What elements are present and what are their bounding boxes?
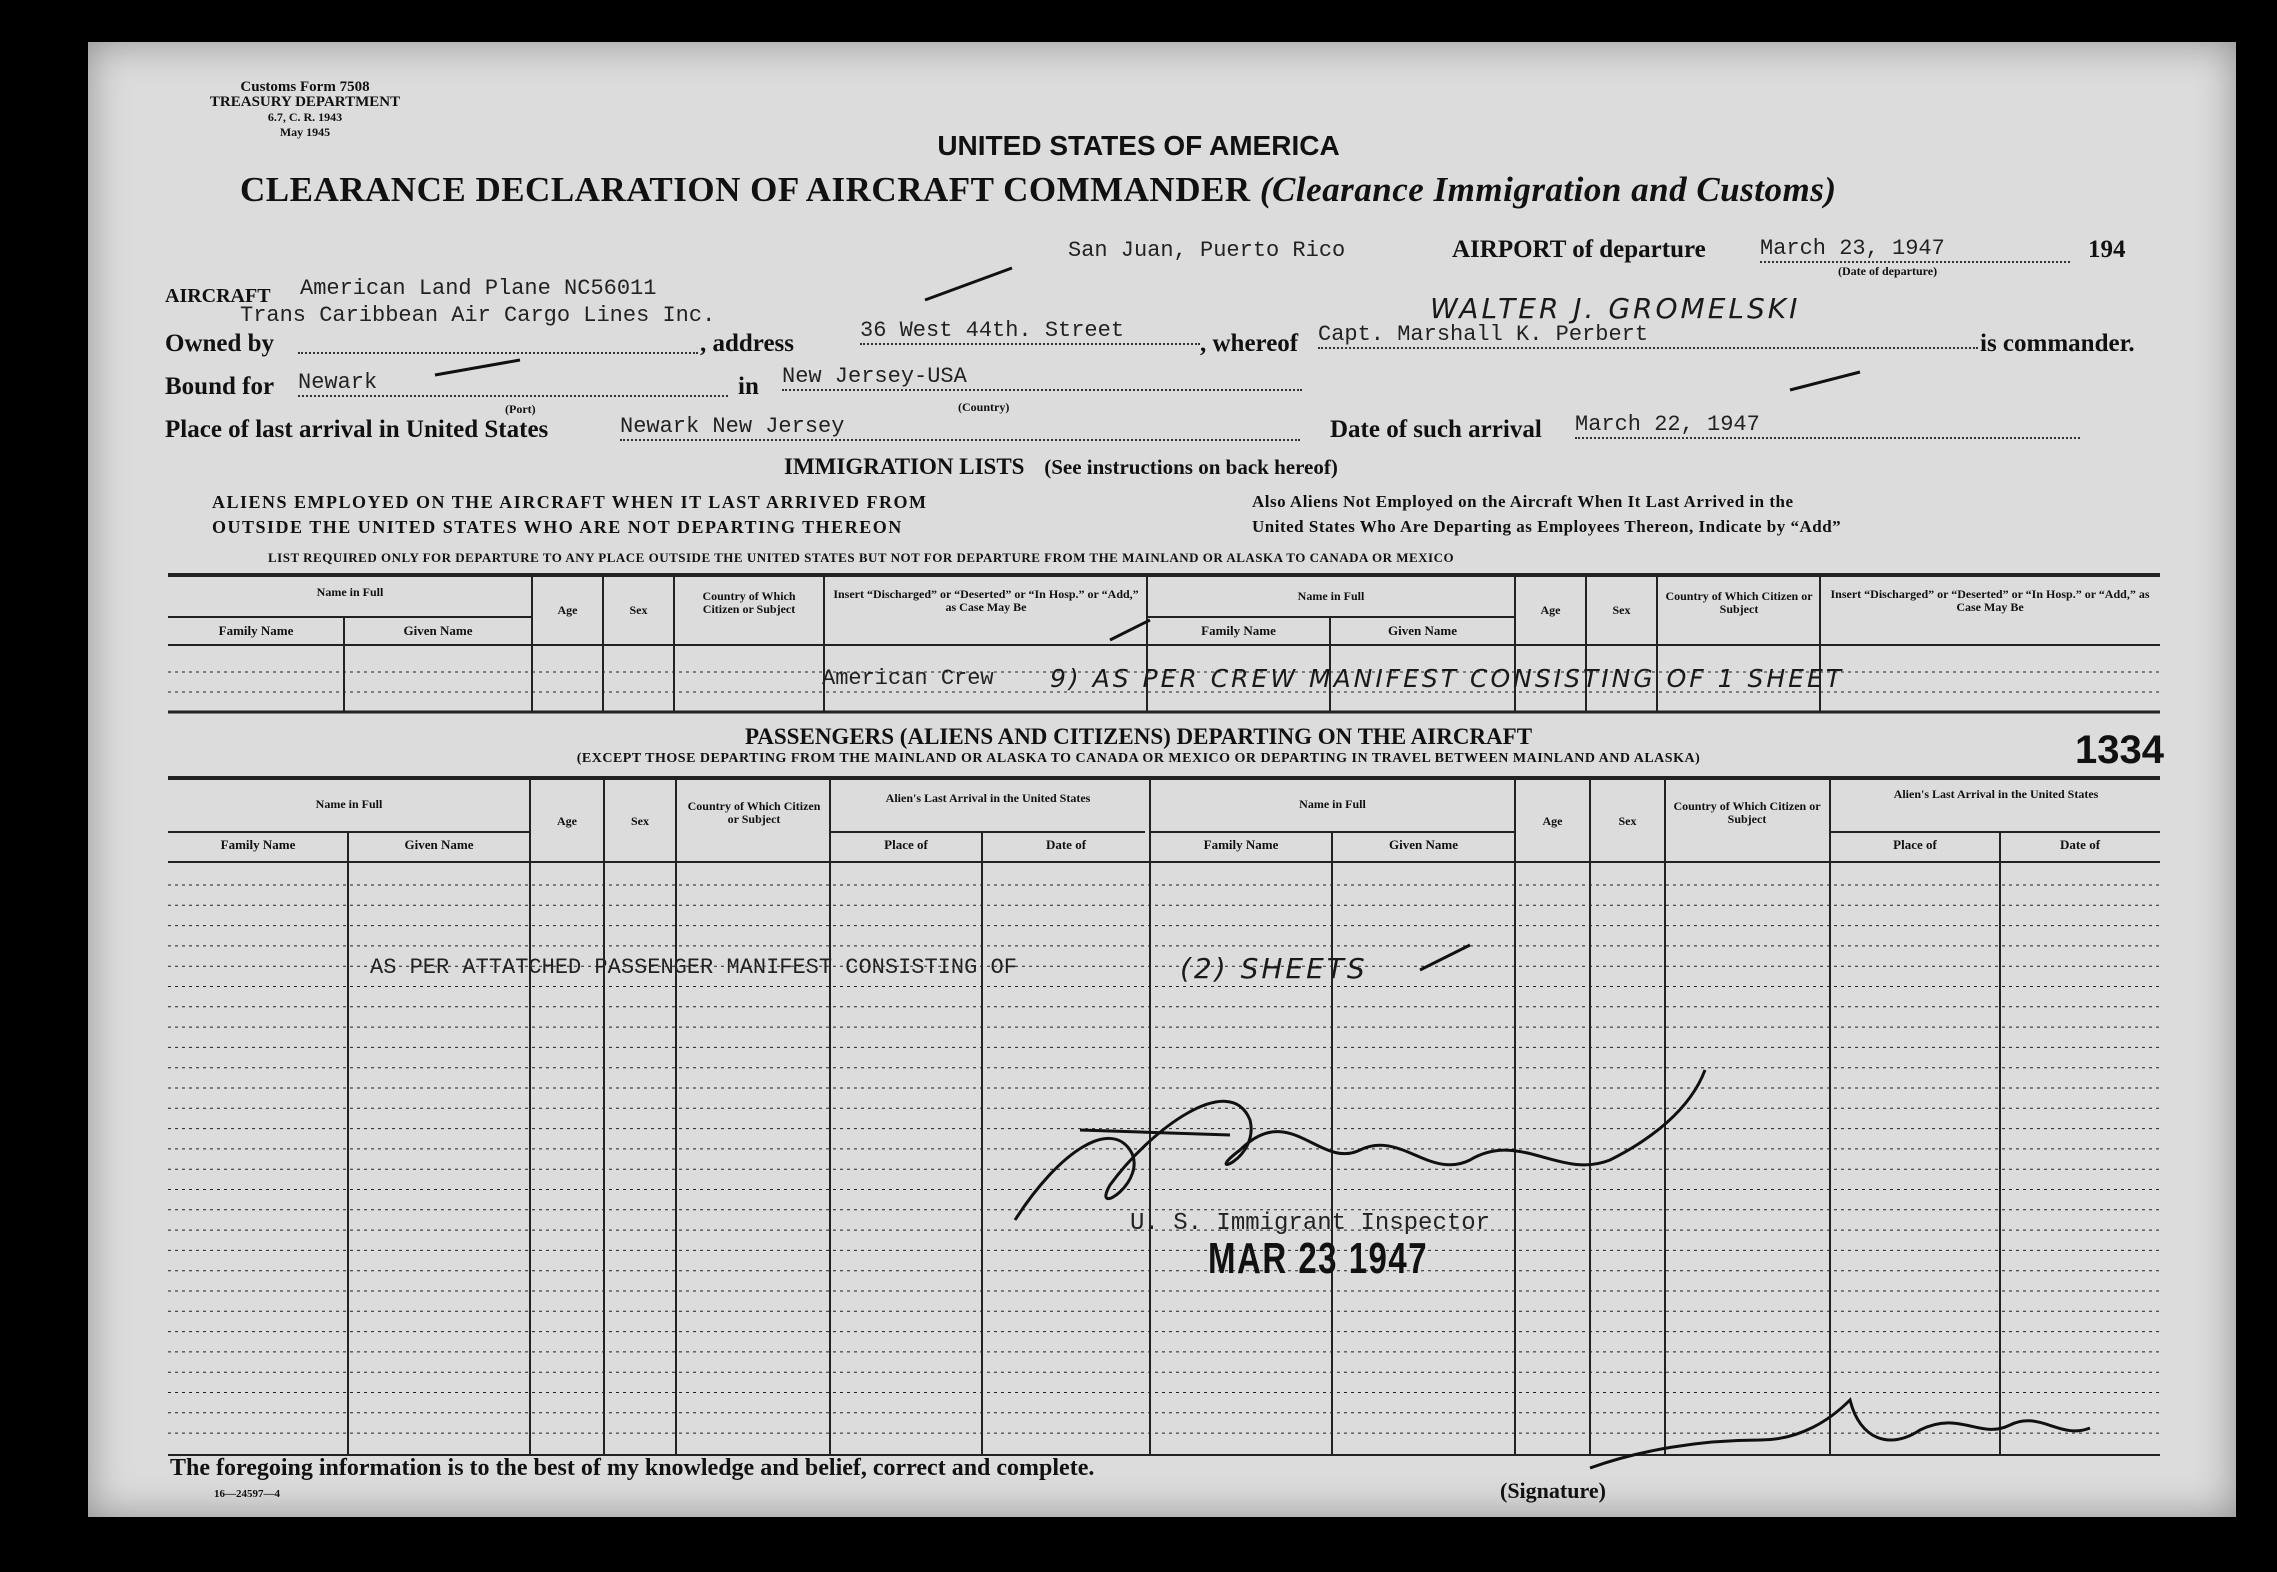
commander-handwritten: WALTER J. GROMELSKI xyxy=(1430,292,1801,325)
bound-for-label: Bound for xyxy=(165,373,275,400)
pax-right-place-of: Place of xyxy=(1893,837,1937,852)
form-date: May 1945 xyxy=(279,125,331,139)
country-caption: (Country) xyxy=(958,400,1010,414)
pax-left-last-arrival: Alien's Last Arrival in the United States xyxy=(885,791,1091,805)
is-commander-label: is commander. xyxy=(1980,330,2135,357)
pax-right-sex: Sex xyxy=(1618,814,1637,828)
imm-right-given-name: Given Name xyxy=(1388,623,1457,638)
airport-label: AIRPORT of departure xyxy=(1452,236,1706,263)
form-title-italic: (Clearance Immigration and Customs) xyxy=(1259,170,1837,209)
page-number: 1334 xyxy=(2075,728,2164,772)
print-code: 16—24597—4 xyxy=(214,1488,280,1500)
manifest-note: AS PER ATTATCHED PASSENGER MANIFEST CONSISTING OF xyxy=(370,955,1017,980)
pax-right-given-name: Given Name xyxy=(1389,837,1458,852)
address-label: , address xyxy=(700,330,795,357)
pax-right-date-of: Date of xyxy=(2059,837,2101,852)
form-department: TREASURY DEPARTMENT xyxy=(209,94,401,110)
form-regulation: 6.7, C. R. 1943 xyxy=(267,110,343,124)
inspector-signature xyxy=(1015,1070,1705,1220)
inspector-stamp-date: MAR 23 1947 xyxy=(1208,1234,1429,1283)
pax-right-age: Age xyxy=(1542,814,1563,828)
imm-left-country: Country of Which Citizen or Subject xyxy=(702,589,796,616)
pax-left-family-name: Family Name xyxy=(220,837,296,852)
port-caption: (Port) xyxy=(505,402,536,416)
imm-left-sex: Sex xyxy=(629,603,648,617)
last-arrival-label: Place of last arrival in United States xyxy=(165,416,549,443)
aircraft-label: AIRCRAFT xyxy=(165,285,271,307)
manifest-count: (2) SHEETS xyxy=(1180,952,1368,985)
pax-left-place-of: Place of xyxy=(884,837,928,852)
imm-left-family-name: Family Name xyxy=(218,623,294,638)
departure-date-value: March 23, 1947 xyxy=(1760,236,2070,263)
crew-typed: American Crew xyxy=(822,666,994,691)
departure-date-caption: (Date of departure) xyxy=(1838,264,1938,278)
imm-right-insert: Insert “Discharged” or “Deserted” or “In Hosp.” or “Add,” as Case May Be xyxy=(1830,587,2150,614)
pax-right-last-arrival: Alien's Last Arrival in the United States xyxy=(1893,787,2099,801)
passengers-heading: PASSENGERS (ALIENS AND CITIZENS) DEPARTING ON THE AIRCRAFT xyxy=(744,724,1533,749)
arrival-date-label: Date of such arrival xyxy=(1330,416,1542,443)
pax-left-date-of: Date of xyxy=(1045,837,1087,852)
address-value: 36 West 44th. Street xyxy=(860,318,1200,345)
passengers-subheading: (EXCEPT THOSE DEPARTING FROM THE MAINLAND OR ALASKA TO CANADA OR MEXICO OR DEPARTING IN TRAVEL BETWEEN MAINLAND AND ALASKA) xyxy=(576,751,1701,766)
imm-right-name-header: Name in Full xyxy=(1297,589,1365,603)
immigration-left-line2: OUTSIDE THE UNITED STATES WHO ARE NOT DEPARTING THEREON xyxy=(212,517,903,537)
whereof-label: , whereof xyxy=(1200,330,1299,357)
immigration-left-line1: ALIENS EMPLOYED ON THE AIRCRAFT WHEN IT LAST ARRIVED FROM xyxy=(212,492,928,512)
last-arrival-value: Newark New Jersey xyxy=(620,414,1300,441)
imm-left-age: Age xyxy=(557,603,578,617)
pax-right-family-name: Family Name xyxy=(1203,837,1279,852)
immigration-right-line1: Also Aliens Not Employed on the Aircraft When It Last Arrived in the xyxy=(1252,492,1794,511)
form-title-main: CLEARANCE DECLARATION OF AIRCRAFT COMMANDER xyxy=(240,170,1251,209)
pax-left-country: Country of Which Citizen or Subject xyxy=(687,799,821,826)
airport-value: San Juan, Puerto Rico xyxy=(1068,238,1346,263)
departure-date-suffix: 194 xyxy=(2088,236,2126,263)
imm-right-sex: Sex xyxy=(1612,603,1631,617)
aircraft-value: American Land Plane NC56011 xyxy=(300,276,657,301)
imm-left-insert: Insert “Discharged” or “Deserted” or “In Hosp.” or “Add,” as Case May Be xyxy=(833,587,1139,614)
certification-text: The foregoing information is to the best of my knowledge and belief, correct and complete. xyxy=(170,1455,1095,1481)
signature-caption: (Signature) xyxy=(1500,1478,1606,1503)
immigration-heading-text: IMMIGRATION LISTS xyxy=(784,454,1025,479)
arrival-date-value: March 22, 1947 xyxy=(1575,412,2080,439)
bound-for-value: Newark xyxy=(298,370,728,397)
pax-right-name-header: Name in Full xyxy=(1299,797,1366,811)
imm-left-given-name: Given Name xyxy=(403,623,473,638)
inspector-title: U. S. Immigrant Inspector xyxy=(1130,1210,1491,1237)
form-number: Customs Form 7508 xyxy=(240,79,370,95)
pax-left-age: Age xyxy=(557,814,577,828)
passenger-table-lines xyxy=(168,778,2160,1455)
page-title: UNITED STATES OF AMERICA xyxy=(937,130,1340,161)
immigration-heading-note: (See instructions on back hereof) xyxy=(1044,455,1338,479)
immigration-note: LIST REQUIRED ONLY FOR DEPARTURE TO ANY PLACE OUTSIDE THE UNITED STATES BUT NOT FOR DEPARTURE FROM THE MAINLAND OR ALASKA TO CANADA OR MEXICO xyxy=(268,550,1455,565)
country-value: New Jersey-USA xyxy=(782,364,1302,391)
pax-right-country: Country of Which Citizen or Subject xyxy=(1673,799,1821,826)
imm-left-name-header: Name in Full xyxy=(316,585,384,599)
pax-left-given-name: Given Name xyxy=(404,837,474,852)
owned-by-label: Owned by xyxy=(165,330,275,357)
pax-left-sex: Sex xyxy=(631,814,649,828)
immigration-right-line2: United States Who Are Departing as Employees Thereon, Indicate by “Add” xyxy=(1252,517,1842,536)
owned-by-value: Trans Caribbean Air Cargo Lines Inc. xyxy=(240,303,716,328)
in-label: in xyxy=(738,373,759,400)
commander-value: Capt. Marshall K. Perbert xyxy=(1318,322,1978,349)
crew-handwritten: 9) AS PER CREW MANIFEST CONSISTING OF 1 SHEET xyxy=(1050,664,1845,693)
pax-left-name-header: Name in Full xyxy=(315,797,383,811)
imm-right-country: Country of Which Citizen or Subject xyxy=(1665,589,1813,616)
imm-right-family-name: Family Name xyxy=(1201,623,1276,638)
imm-right-age: Age xyxy=(1540,603,1561,617)
